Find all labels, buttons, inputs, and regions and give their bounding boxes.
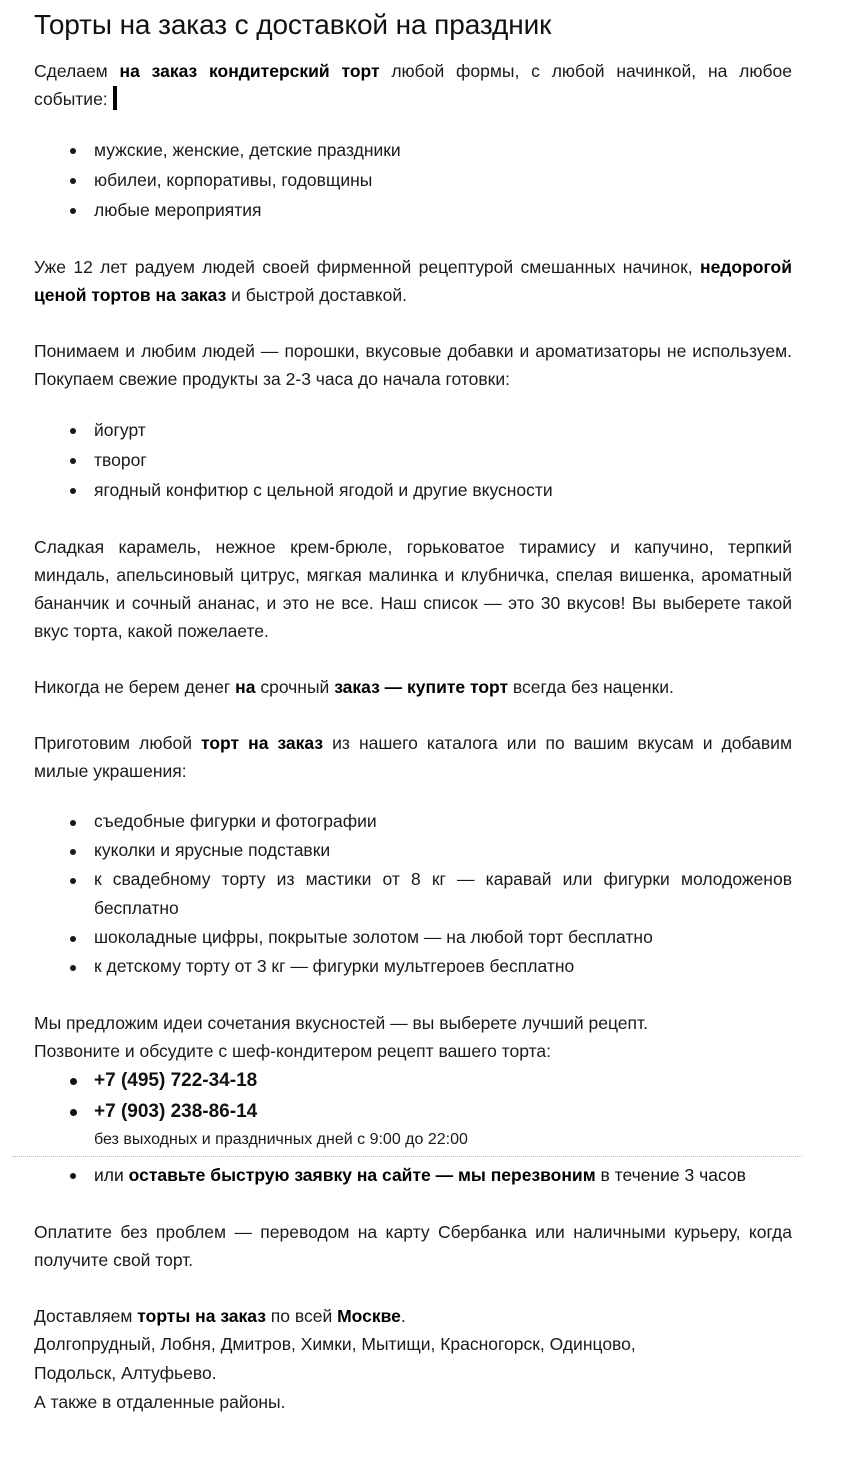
delivery-lead-mid: по всей	[265, 1306, 338, 1327]
urgent-order-paragraph	[34, 673, 792, 701]
spacer	[34, 309, 792, 337]
delivery-cities-line-2: Подольск, Алтуфьево.	[34, 1363, 217, 1384]
delivery-remote-note: А также в отдаленные районы.	[34, 1392, 286, 1413]
payment-paragraph: Оплатите без проблем — переводом на карту Сбербанка или наличными курьеру, когда получите свой торт.	[34, 1222, 792, 1271]
delivery-lead	[34, 1302, 792, 1330]
contacts-list	[34, 1065, 792, 1153]
callback-before: или	[94, 1165, 129, 1186]
callback-bold: оставьте быструю заявку на сайте — мы перезвоним	[128, 1165, 596, 1186]
intro-lead-after: любой формы, с любой начинкой, на любое событие:	[34, 61, 792, 110]
catalog-bold: торт на заказ	[201, 733, 324, 754]
flavours-paragraph: Сладкая карамель, нежное крем-брюле, горьковатое тирамису и капучино, терпкий миндаль, апельсиновый цитрус, мягкая малинка и клубничка, спелая вишенка, ароматный бананчик и сочный ананас, и это не все. Наш список — это 30 вкусов! Вы выберете такой вкус торта, какой пожелаете.	[34, 537, 792, 642]
list-item: мужские, женские, детские праздники	[34, 135, 792, 165]
callback-list	[34, 1160, 792, 1190]
list-item: йогурт	[34, 415, 792, 445]
list-item: к свадебному торту из мастики от 8 кг — каравай или фигурки молодоженов бесплатно	[34, 865, 792, 923]
list-item: ягодный конфитюр с цельной ягодой и другие вкусности	[34, 475, 792, 505]
spacer	[34, 785, 792, 807]
spacer	[34, 701, 792, 729]
phone-number-primary[interactable]: +7 (495) 722-34-18	[34, 1065, 792, 1096]
list-item: любые мероприятия	[34, 195, 792, 225]
list-item: шоколадные цифры, покрытые золотом — на любой торт бесплатно	[34, 923, 792, 952]
spacer	[34, 1274, 792, 1302]
experience-bold: недорогой ценой тортов на заказ	[34, 257, 792, 306]
page-title: Торты на заказ с доставкой на праздник	[34, 9, 552, 40]
intro-paragraph	[34, 57, 792, 113]
ingredients-intro-paragraph: Понимаем и любим людей — порошки, вкусовые добавки и ароматизаторы не используем. Покупаем свежие продукты за 2-3 часа до начала готовки:	[34, 341, 792, 390]
list-item: творог	[34, 445, 792, 475]
urgent-p3: всегда без наценки.	[508, 677, 674, 698]
urgent-b1: на	[235, 677, 256, 698]
delivery-lead-before: Доставляем	[34, 1306, 138, 1327]
catalog-after: из нашего каталога или по вашим вкусам и добавим милые украшения:	[34, 733, 792, 782]
text-caret	[113, 86, 117, 110]
experience-paragraph	[34, 253, 792, 309]
working-hours-note: без выходных и праздничных дней с 9:00 до 22:00	[94, 1131, 468, 1149]
consult-line-2: Позвоните и обсудите с шеф-кондитером рецепт вашего торта:	[34, 1041, 551, 1062]
delivery-lead-bold-2: Москве	[337, 1306, 401, 1327]
callback-request-item[interactable]	[34, 1160, 792, 1190]
phone-number-secondary[interactable]: +7 (903) 238-86-14	[34, 1096, 792, 1127]
experience-before: Уже 12 лет радуем людей своей фирменной рецептурой смешанных начинок,	[34, 257, 700, 278]
spacer	[34, 1190, 792, 1218]
catalog-paragraph	[34, 729, 792, 785]
dotted-separator	[12, 1156, 802, 1157]
delivery-lead-bold-1: торты на заказ	[137, 1306, 266, 1327]
consult-line-1: Мы предложим идеи сочетания вкусностей — вы выберете лучший рецепт.	[34, 1013, 648, 1034]
urgent-p1: Никогда не берем денег	[34, 677, 236, 698]
list-item: к детскому торту от 3 кг — фигурки мультгероев бесплатно	[34, 952, 792, 981]
urgent-b2: заказ — купите торт	[334, 677, 509, 698]
occasions-list	[34, 135, 792, 225]
intro-lead-bold: на заказ кондитерский торт	[119, 61, 380, 82]
spacer	[34, 505, 792, 533]
experience-after: и быстрой доставкой.	[226, 285, 408, 306]
catalog-before: Приготовим любой	[34, 733, 202, 754]
list-item: съедобные фигурки и фотографии	[34, 807, 792, 836]
intro-lead-before: Сделаем	[34, 61, 120, 82]
spacer	[34, 225, 792, 253]
spacer	[34, 981, 792, 1009]
urgent-p2: срочный	[255, 677, 335, 698]
list-item: куколки и ярусные подставки	[34, 836, 792, 865]
spacer	[34, 393, 792, 415]
decorations-list	[34, 807, 792, 981]
list-item: юбилеи, корпоративы, годовщины	[34, 165, 792, 195]
spacer	[34, 645, 792, 673]
ingredients-list	[34, 415, 792, 505]
spacer	[34, 113, 792, 135]
delivery-lead-after: .	[400, 1306, 406, 1327]
callback-after: в течение 3 часов	[595, 1165, 746, 1186]
delivery-cities-line-1: Долгопрудный, Лобня, Дмитров, Химки, Мытищи, Красногорск, Одинцово,	[34, 1334, 636, 1355]
